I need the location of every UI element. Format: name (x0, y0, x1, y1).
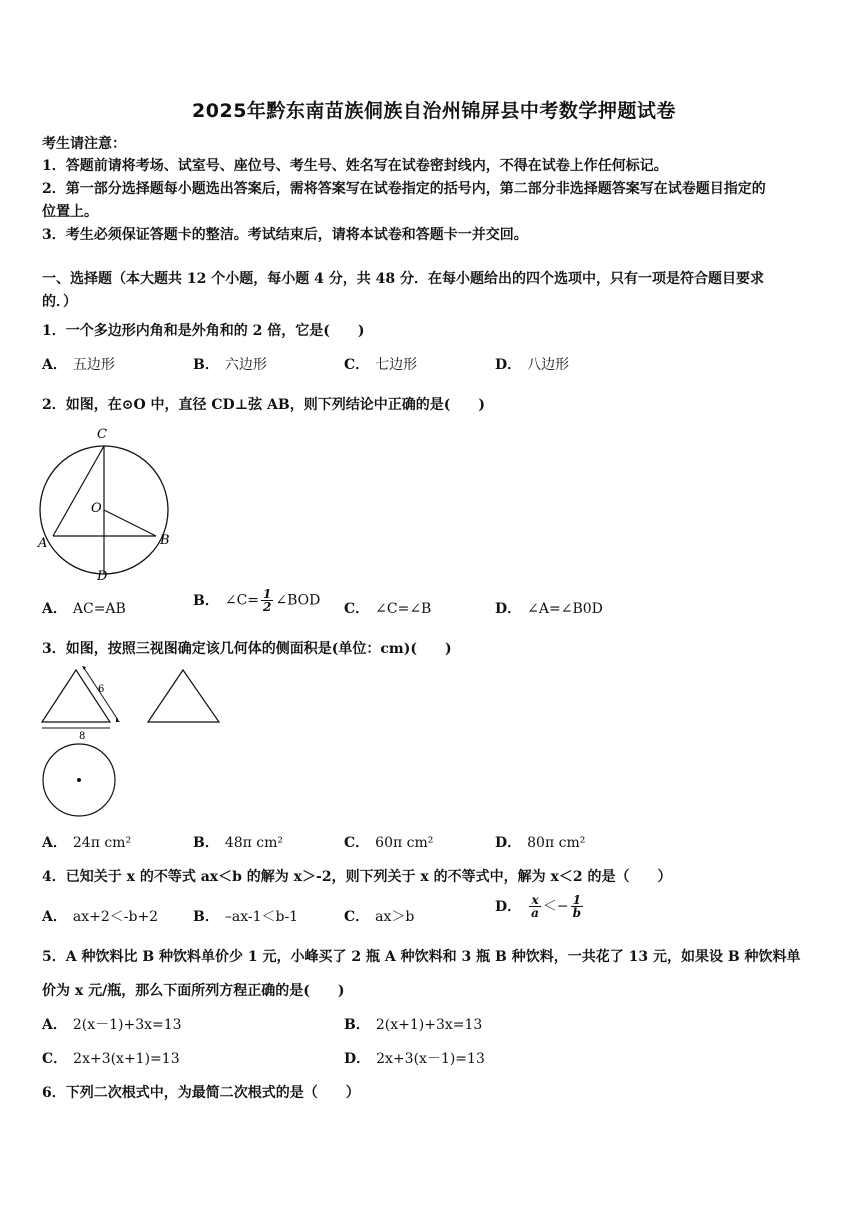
label-a: A (38, 536, 48, 551)
q3-option-b: B． 48π cm² (193, 835, 284, 851)
q5-option-c: C． 2x+3(x+1)=13 (42, 1051, 180, 1067)
q2-option-c: C． ∠C=∠B (344, 601, 432, 617)
three-view-figure (36, 664, 236, 824)
label-b: B (160, 533, 170, 548)
label-d: D (97, 569, 108, 584)
q2-option-a: A． AC=AB (42, 601, 126, 617)
question-1-stem: 1．一个多边形内角和是外角和的 2 倍，它是( ) (42, 323, 365, 339)
circle-figure (36, 424, 176, 584)
question-2-stem: 2．如图，在⊙O 中，直径 CD⊥弦 AB，则下列结论中正确的是( ) (42, 397, 485, 413)
label-c: C (97, 427, 107, 442)
q1-option-b: B． 六边形 (193, 357, 267, 373)
q4-option-d: D． $\frac{x}{a}$ ＜− $\frac{1}{b}$ (495, 893, 582, 920)
label-base-length: 8 (79, 731, 86, 742)
fraction-x-over-a: $\frac{x}{a}$ (531, 893, 539, 920)
q1-option-d: D． 八边形 (495, 357, 570, 373)
question-4-stem: 4．已知关于 x 的不等式 ax＜b 的解为 x＞-2，则下列关于 x 的不等式中，解为 x＜2 的是（ ） (42, 869, 672, 885)
notice-item-2: 2．第一部分选择题每小题选出答案后，需将答案写在试卷指定的括号内，第二部分非选择题答案写在试卷题目指定的 (42, 181, 766, 197)
q5-option-d: D． 2x+3(x－1)=13 (344, 1051, 485, 1067)
fraction-1-over-b: $\frac{1}{b}$ (572, 893, 582, 920)
page-title: 2025年黔东南苗族侗族自治州锦屏县中考数学押题试卷 (192, 100, 676, 122)
q3-option-c: C． 60π cm² (344, 835, 434, 851)
notice-item-2-cont: 位置上。 (42, 204, 98, 220)
q4-option-c: C． ax＞b (344, 909, 415, 925)
notice-heading: 考生请注意： (42, 136, 126, 152)
q4-option-a: A． ax+2＜-b+2 (42, 909, 159, 925)
q5-option-a: A． 2(x－1)+3x=13 (42, 1017, 182, 1033)
q1-option-c: C． 七边形 (344, 357, 418, 373)
question-3-stem: 3．如图，按照三视图确定该几何体的侧面积是(单位：cm)( ) (42, 641, 452, 657)
section-heading: 一、选择题（本大题共 12 个小题，每小题 4 分，共 48 分．在每小题给出的四个选项中，只有一项是符合题目要求 (42, 271, 764, 287)
notice-item-1: 1．答题前请将考场、试室号、座位号、考生号、姓名写在试卷密封线内，不得在试卷上作任何标记。 (42, 158, 668, 174)
q1-option-a: A． 五边形 (42, 357, 115, 373)
question-5-stem-cont: 价为 x 元/瓶，那么下面所列方程正确的是( ) (42, 983, 345, 999)
q3-option-d: D． 80π cm² (495, 835, 586, 851)
label-side-length: 6 (98, 684, 105, 695)
notice-item-3: 3．考生必须保证答题卡的整洁。考试结束后，请将本试卷和答题卡一并交回。 (42, 227, 528, 243)
q3-option-a: A． 24π cm² (42, 835, 132, 851)
fraction-one-half: $\frac{1}{2}$ (263, 587, 272, 614)
question-5-stem: 5．A 种饮料比 B 种饮料单价少 1 元，小峰买了 2 瓶 A 种饮料和 3 瓶 B 种饮料，一共花了 13 元，如果设 B 种饮料单 (42, 949, 801, 965)
q2-option-d: D． ∠A=∠B0D (495, 601, 603, 617)
section-heading-cont: 的．） (42, 294, 77, 310)
label-o: O (91, 501, 102, 516)
question-6-stem: 6．下列二次根式中，为最简二次根式的是（ ） (42, 1085, 360, 1101)
q5-option-b: B． 2(x+1)+3x=13 (344, 1017, 483, 1033)
q2-option-b: B． ∠C= $\frac{1}{2}$ ∠BOD (193, 587, 321, 614)
q4-option-b: B． –ax-1＜b-1 (193, 909, 299, 925)
